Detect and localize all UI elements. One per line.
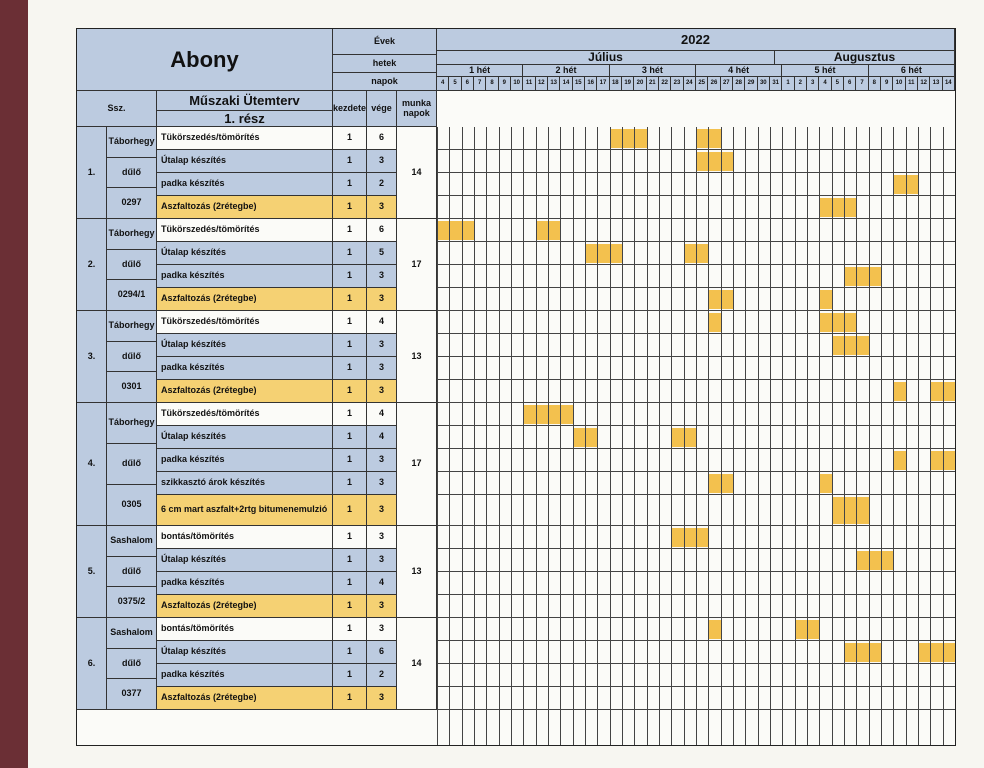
grid-column-line <box>560 127 561 745</box>
task-end: 6 <box>367 641 397 664</box>
day-header-10: 10 <box>511 77 523 91</box>
week-header-1: 1 hét <box>437 65 523 77</box>
schedule-bar <box>918 643 955 662</box>
task-end: 3 <box>367 687 397 710</box>
grid-column-line <box>684 127 685 745</box>
task-start: 1 <box>333 265 367 288</box>
section-place: Sashalom <box>107 526 157 557</box>
day-header-24: 24 <box>684 77 696 91</box>
task-end: 6 <box>367 127 397 150</box>
task-start: 1 <box>333 219 367 242</box>
column-number-header: Ssz. <box>77 91 157 127</box>
task-name: Aszfaltozás (2rétegbe) <box>157 595 333 618</box>
section-number: 2. <box>77 219 107 311</box>
grid-column-line <box>634 127 635 745</box>
day-header-12: 12 <box>918 77 930 91</box>
task-end: 4 <box>367 572 397 595</box>
section-parcel: 0297 <box>107 188 157 219</box>
schedule-bar <box>708 620 720 639</box>
task-name: Útalap készítés <box>157 641 333 664</box>
day-header-7: 7 <box>856 77 868 91</box>
day-header-13: 13 <box>548 77 560 91</box>
grid-column-line <box>708 127 709 745</box>
day-header-25: 25 <box>696 77 708 91</box>
grid-column-line <box>869 127 870 745</box>
section-workdays: 14 <box>397 127 437 219</box>
grid-column-line <box>474 127 475 745</box>
schedule-bar <box>610 129 647 148</box>
task-end: 3 <box>367 526 397 549</box>
grid-column-line <box>782 127 783 745</box>
grid-column-line <box>511 127 512 745</box>
grid-column-line <box>918 127 919 745</box>
grid-column-line <box>585 127 586 745</box>
task-start: 1 <box>333 641 367 664</box>
task-name: padka készítés <box>157 357 333 380</box>
day-header-6: 6 <box>844 77 856 91</box>
schedule-bar <box>696 152 733 171</box>
week-header-5: 5 hét <box>782 65 868 77</box>
task-name: szikkasztó árok készítés <box>157 472 333 495</box>
day-header-8: 8 <box>869 77 881 91</box>
task-end: 3 <box>367 472 397 495</box>
grid-column-line <box>819 127 820 745</box>
day-header-18: 18 <box>610 77 622 91</box>
day-header-22: 22 <box>659 77 671 91</box>
task-start: 1 <box>333 595 367 618</box>
task-end: 2 <box>367 664 397 687</box>
task-start: 1 <box>333 242 367 265</box>
task-start: 1 <box>333 334 367 357</box>
task-name: Tükörszedés/tömörítés <box>157 311 333 334</box>
day-header-5: 5 <box>832 77 844 91</box>
task-start: 1 <box>333 173 367 196</box>
schedule-bar <box>893 451 905 470</box>
section-place: Táborhegy <box>107 311 157 342</box>
years-label: Évek <box>333 29 437 55</box>
grid-column-line <box>733 127 734 745</box>
schedule-bar <box>437 221 474 240</box>
task-end: 3 <box>367 549 397 572</box>
day-header-19: 19 <box>622 77 634 91</box>
day-header-26: 26 <box>708 77 720 91</box>
day-header-3: 3 <box>807 77 819 91</box>
section-place-type: dűlő <box>107 342 157 373</box>
day-header-14: 14 <box>560 77 572 91</box>
grid-column-line <box>844 127 845 745</box>
day-header-8: 8 <box>486 77 498 91</box>
day-header-16: 16 <box>585 77 597 91</box>
day-header-2: 2 <box>795 77 807 91</box>
day-header-30: 30 <box>758 77 770 91</box>
task-end: 3 <box>367 595 397 618</box>
schedule-bar <box>832 497 869 524</box>
grid-column-line <box>943 127 944 745</box>
task-start: 1 <box>333 150 367 173</box>
task-name: Aszfaltozás (2rétegbe) <box>157 380 333 403</box>
schedule-bar <box>844 643 881 662</box>
schedule-bar <box>819 290 831 309</box>
task-start: 1 <box>333 618 367 641</box>
workdays-column-header: munka napok <box>397 91 437 127</box>
section-workdays: 13 <box>397 526 437 618</box>
grid-column-line <box>955 127 956 745</box>
task-start: 1 <box>333 664 367 687</box>
grid-column-line <box>486 127 487 745</box>
task-start: 1 <box>333 549 367 572</box>
day-header-21: 21 <box>647 77 659 91</box>
section-place: Táborhegy <box>107 403 157 444</box>
grid-column-line <box>881 127 882 745</box>
section-workdays: 14 <box>397 618 437 710</box>
grid-column-line <box>622 127 623 745</box>
schedule-bar <box>819 474 831 493</box>
schedule-bar <box>708 313 720 332</box>
grid-column-line <box>499 127 500 745</box>
schedule-bar <box>671 528 708 547</box>
section-parcel: 0301 <box>107 372 157 403</box>
end-column-header: vége <box>367 91 397 127</box>
day-header-14: 14 <box>943 77 955 91</box>
task-start: 1 <box>333 687 367 710</box>
schedule-chart <box>76 28 956 746</box>
task-name: Tükörszedés/tömörítés <box>157 127 333 150</box>
section-parcel: 0294/1 <box>107 280 157 311</box>
day-header-10: 10 <box>893 77 905 91</box>
grid-column-line <box>893 127 894 745</box>
task-end: 5 <box>367 242 397 265</box>
section-place: Táborhegy <box>107 219 157 250</box>
section-number: 1. <box>77 127 107 219</box>
grid-column-line <box>770 127 771 745</box>
grid-column-line <box>696 127 697 745</box>
day-header-4: 4 <box>819 77 831 91</box>
task-name: padka készítés <box>157 664 333 687</box>
task-start: 1 <box>333 403 367 426</box>
grid-column-line <box>523 127 524 745</box>
grid-column-line <box>758 127 759 745</box>
day-header-15: 15 <box>573 77 585 91</box>
task-end: 3 <box>367 334 397 357</box>
task-start: 1 <box>333 449 367 472</box>
section-number: 3. <box>77 311 107 403</box>
week-header-3: 3 hét <box>610 65 696 77</box>
grid-column-line <box>832 127 833 745</box>
task-name: padka készítés <box>157 572 333 595</box>
week-header-2: 2 hét <box>523 65 609 77</box>
task-end: 4 <box>367 403 397 426</box>
schedule-bar <box>844 267 881 286</box>
weeks-label: hetek <box>333 55 437 73</box>
task-end: 3 <box>367 150 397 173</box>
day-header-11: 11 <box>523 77 535 91</box>
schedule-bar <box>832 336 869 355</box>
task-end: 3 <box>367 380 397 403</box>
grid-column-line <box>536 127 537 745</box>
task-name: Útalap készítés <box>157 426 333 449</box>
days-label: napok <box>333 73 437 91</box>
section-place-type: dűlő <box>107 649 157 680</box>
task-end: 3 <box>367 288 397 311</box>
task-start: 1 <box>333 472 367 495</box>
section-place-type: dűlő <box>107 158 157 189</box>
schedule-bar <box>819 313 856 332</box>
day-header-12: 12 <box>536 77 548 91</box>
task-end: 3 <box>367 196 397 219</box>
schedule-bar <box>585 244 622 263</box>
task-start: 1 <box>333 357 367 380</box>
task-name: Tükörszedés/tömörítés <box>157 219 333 242</box>
task-name: Útalap készítés <box>157 549 333 572</box>
section-place-type: dűlő <box>107 557 157 588</box>
section-number: 6. <box>77 618 107 710</box>
grid-column-line <box>721 127 722 745</box>
task-name: padka készítés <box>157 265 333 288</box>
grid-column-line <box>906 127 907 745</box>
plan-part: 1. rész <box>157 111 333 127</box>
section-place-type: dűlő <box>107 444 157 485</box>
grid-column-line <box>647 127 648 745</box>
section-workdays: 17 <box>397 403 437 526</box>
grid-column-line <box>449 127 450 745</box>
section-workdays: 17 <box>397 219 437 311</box>
day-header-23: 23 <box>671 77 683 91</box>
day-header-7: 7 <box>474 77 486 91</box>
day-header-31: 31 <box>770 77 782 91</box>
task-end: 3 <box>367 357 397 380</box>
grid-column-line <box>548 127 549 745</box>
schedule-bar <box>893 382 905 401</box>
grid-column-line <box>659 127 660 745</box>
task-start: 1 <box>333 426 367 449</box>
grid-column-line <box>745 127 746 745</box>
task-start: 1 <box>333 196 367 219</box>
task-start: 1 <box>333 572 367 595</box>
task-start: 1 <box>333 495 367 526</box>
task-name: Útalap készítés <box>157 242 333 265</box>
task-end: 4 <box>367 426 397 449</box>
task-name: padka készítés <box>157 449 333 472</box>
week-header-6: 6 hét <box>869 65 955 77</box>
task-name: Aszfaltozás (2rétegbe) <box>157 196 333 219</box>
section-place: Sashalom <box>107 618 157 649</box>
schedule-bar <box>856 551 893 570</box>
task-end: 2 <box>367 173 397 196</box>
day-header-9: 9 <box>881 77 893 91</box>
task-name: Útalap készítés <box>157 150 333 173</box>
task-start: 1 <box>333 288 367 311</box>
day-header-4: 4 <box>437 77 449 91</box>
section-parcel: 0375/2 <box>107 587 157 618</box>
grid-column-line <box>597 127 598 745</box>
city-title: Abony <box>77 29 333 91</box>
grid-column-line <box>930 127 931 745</box>
task-name: bontás/tömörítés <box>157 618 333 641</box>
task-end: 3 <box>367 449 397 472</box>
schedule-bar <box>819 198 856 217</box>
day-header-5: 5 <box>449 77 461 91</box>
month-august: Augusztus <box>775 51 955 65</box>
day-header-6: 6 <box>462 77 474 91</box>
day-header-27: 27 <box>721 77 733 91</box>
task-name: Aszfaltozás (2rétegbe) <box>157 687 333 710</box>
task-start: 1 <box>333 127 367 150</box>
section-number: 4. <box>77 403 107 526</box>
paper-sheet <box>28 0 984 768</box>
task-name: Aszfaltozás (2rétegbe) <box>157 288 333 311</box>
section-place: Táborhegy <box>107 127 157 158</box>
task-name: 6 cm mart aszfalt+2rtg bitumenemulzió <box>157 495 333 526</box>
task-start: 1 <box>333 526 367 549</box>
task-end: 3 <box>367 495 397 526</box>
day-header-9: 9 <box>499 77 511 91</box>
task-end: 3 <box>367 618 397 641</box>
grid-column-line <box>610 127 611 745</box>
task-start: 1 <box>333 311 367 334</box>
section-parcel: 0377 <box>107 679 157 710</box>
day-header-17: 17 <box>597 77 609 91</box>
day-header-29: 29 <box>745 77 757 91</box>
grid-column-line <box>671 127 672 745</box>
grid-column-line <box>795 127 796 745</box>
task-end: 3 <box>367 265 397 288</box>
task-name: bontás/tömörítés <box>157 526 333 549</box>
section-number: 5. <box>77 526 107 618</box>
year-header: 2022 <box>437 29 955 51</box>
section-parcel: 0305 <box>107 485 157 526</box>
day-header-20: 20 <box>634 77 646 91</box>
grid-column-line <box>856 127 857 745</box>
plan-title: Műszaki Ütemterv <box>157 91 333 111</box>
start-column-header: kezdete <box>333 91 367 127</box>
day-header-28: 28 <box>733 77 745 91</box>
grid-column-line <box>462 127 463 745</box>
task-name: Útalap készítés <box>157 334 333 357</box>
task-name: padka készítés <box>157 173 333 196</box>
task-name: Tükörszedés/tömörítés <box>157 403 333 426</box>
grid-column-line <box>437 127 438 745</box>
grid-column-line <box>573 127 574 745</box>
grid-column-line <box>807 127 808 745</box>
week-header-4: 4 hét <box>696 65 782 77</box>
task-end: 4 <box>367 311 397 334</box>
section-place-type: dűlő <box>107 250 157 281</box>
day-header-13: 13 <box>930 77 942 91</box>
task-end: 6 <box>367 219 397 242</box>
day-header-11: 11 <box>906 77 918 91</box>
month-july: Július <box>437 51 775 65</box>
section-workdays: 13 <box>397 311 437 403</box>
task-start: 1 <box>333 380 367 403</box>
day-header-1: 1 <box>782 77 794 91</box>
